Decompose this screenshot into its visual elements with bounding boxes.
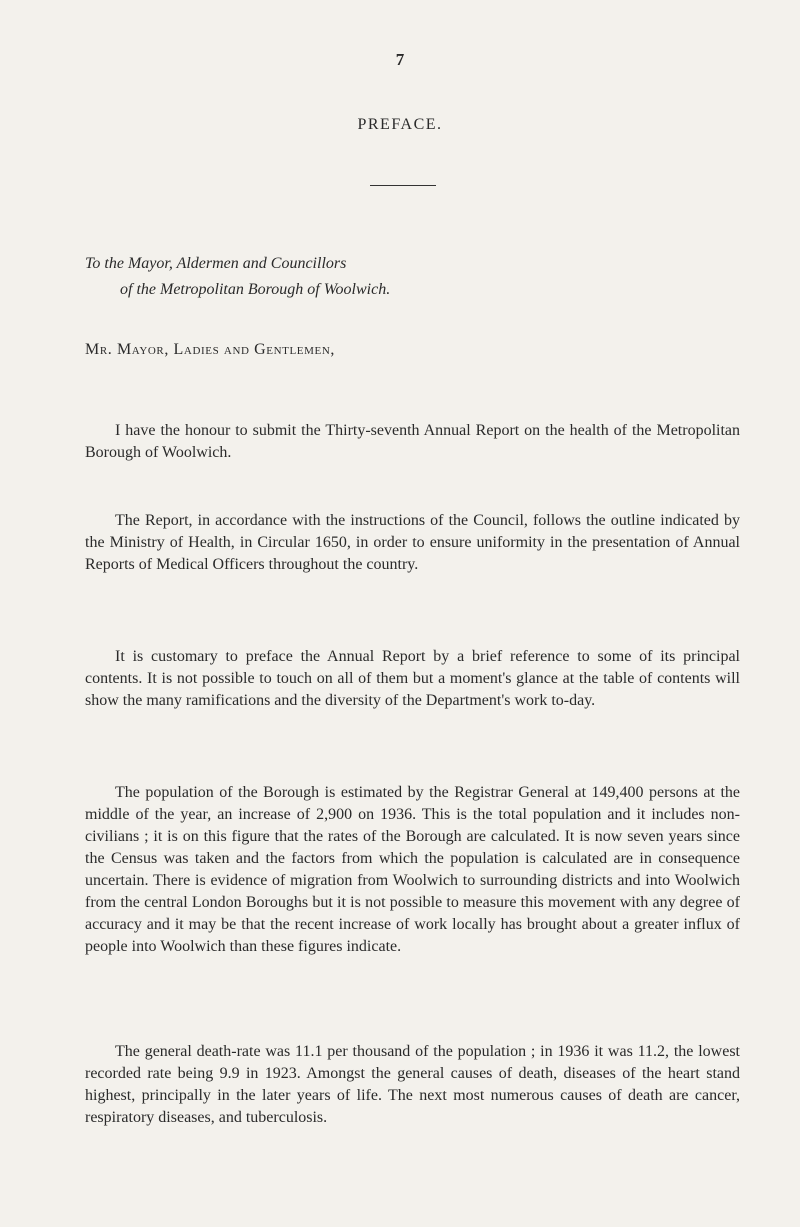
page-title: PREFACE. bbox=[357, 116, 443, 133]
paragraph-report-outline: The Report, in accordance with the instructions of the Council, follows the outline indicated by the Ministry of Health, in Circular 1650, in order to ensure uniformity in the presentation of Annual Reports of Medical Officers throughout the country. bbox=[85, 512, 740, 573]
paragraph-intro: I have the honour to submit the Thirty-seventh Annual Report on the health of the Metropolitan Borough of Woolwich. bbox=[85, 422, 740, 461]
address-line-1: To the Mayor, Aldermen and Councillors bbox=[85, 255, 347, 272]
address-line-2: of the Metropolitan Borough of Woolwich. bbox=[120, 281, 391, 298]
page-number: 7 bbox=[395, 50, 405, 69]
salutation: Mr. Mayor, Ladies and Gentlemen, bbox=[85, 341, 335, 358]
title-divider bbox=[370, 185, 436, 186]
paragraph-contents: It is customary to preface the Annual Report by a brief reference to some of its principal contents. It is not possible to touch on all of them but a moment's glance at the table of contents will show the many ramifications and the diversity of the Department's work to-day. bbox=[85, 648, 740, 709]
paragraph-population: The population of the Borough is estimated by the Registrar General at 149,400 persons at the middle of the year, an increase of 2,900 on 1936. This is the total population and it includes non-civilians ; it is on this figure that the rates of the Borough are calculated. It is now seven years since the Census was taken and the factors from which the population is calculated are in consequence uncertain. There is evidence of migration from Woolwich to surrounding districts and into Woolwich from the central London Boroughs but it is not possible to measure this movement with any degree of accuracy and it may be that the recent increase of work locally has brought about a greater influx of people into Woolwich than these figures indicate. bbox=[85, 784, 740, 955]
paragraph-death-rate: The general death-rate was 11.1 per thousand of the population ; in 1936 it was 11.2, the lowest recorded rate being 9.9 in 1923. Amongst the general causes of death, diseases of the heart stand highest, principally in the later years of life. The next most numerous causes of death are cancer, respiratory diseases, and tuberculosis. bbox=[85, 1043, 740, 1126]
